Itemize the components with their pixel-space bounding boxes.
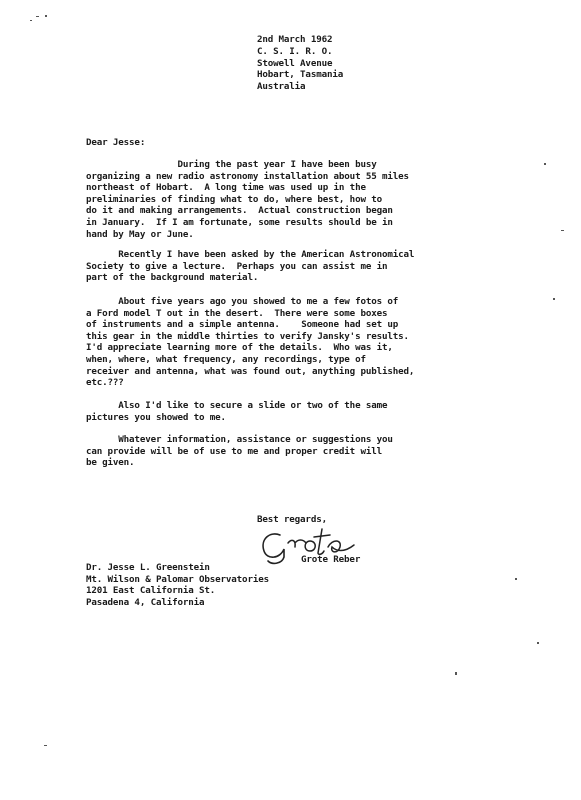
- scan-speck: [515, 578, 517, 580]
- paragraph-line: organizing a new radio astronomy installation about 55 miles: [86, 170, 409, 182]
- paragraph-line: About five years ago you showed to me a few fotos of: [86, 296, 399, 307]
- paragraph-1: [86, 159, 409, 240]
- sender-address-line: Stowell Avenue: [257, 57, 333, 69]
- recipient-address-line: Pasadena 4, California: [86, 596, 205, 608]
- paragraph-line: this gear in the middle thirties to verify Jansky's results.: [86, 330, 409, 342]
- recipient-address-line: Dr. Jesse L. Greenstein: [86, 562, 210, 573]
- paragraph-line: of instruments and a simple antenna. Someone had set up: [86, 319, 399, 331]
- paragraph-line: etc.???: [86, 377, 124, 389]
- sender-address-line: Australia: [257, 80, 306, 92]
- paragraph-line: be given.: [86, 457, 135, 469]
- paragraph-line: can provide will be of use to me and proper credit will: [86, 445, 382, 457]
- scan-speck: [561, 230, 564, 231]
- paragraph-line: part of the background material.: [86, 272, 259, 284]
- sender-address: [257, 46, 343, 92]
- paragraph-line: preliminaries of finding what to do, where best, how to: [86, 193, 382, 205]
- paragraph-line: Also I'd like to secure a slide or two of the same: [86, 400, 388, 411]
- paragraph-line: when, where, what frequency, any recordings, type of: [86, 353, 366, 365]
- closing: Best regards,: [257, 514, 327, 525]
- scan-speck: [544, 163, 546, 165]
- paragraph-line: I'd appreciate learning more of the details. Who was it,: [86, 342, 393, 354]
- paragraph-2: [86, 249, 414, 284]
- paragraph-line: Recently I have been asked by the American Astronomical: [86, 249, 415, 260]
- sender-address-line: Hobart, Tasmania: [257, 69, 344, 81]
- paragraph-3: [86, 296, 414, 389]
- recipient-address: [86, 562, 269, 608]
- paragraph-line: Whatever information, assistance or suggestions you: [86, 434, 393, 445]
- paragraph-line: hand by May or June.: [86, 228, 194, 240]
- paragraph-line: do it and making arrangements. Actual construction began: [86, 205, 393, 217]
- paragraph-line: a Ford model T out in the desert. There were some boxes: [86, 307, 388, 319]
- scan-speck: [537, 642, 539, 644]
- letter-date: 2nd March 1962: [257, 34, 333, 45]
- recipient-address-line: 1201 East California St.: [86, 585, 216, 597]
- scan-speck: [455, 672, 457, 675]
- paragraph-line: Society to give a lecture. Perhaps you can assist me in: [86, 260, 388, 272]
- paragraph-line: northeast of Hobart. A long time was used up in the: [86, 182, 366, 194]
- salutation: Dear Jesse:: [86, 137, 146, 148]
- paragraph-5: [86, 434, 393, 469]
- paragraph-line: pictures you showed to me.: [86, 411, 226, 423]
- scan-speck: [36, 16, 39, 17]
- paragraph-line: in January. If I am fortunate, some results should be in: [86, 216, 393, 228]
- recipient-address-line: Mt. Wilson & Palomar Observatories: [86, 573, 269, 585]
- scan-speck: [44, 745, 47, 746]
- scan-speck: [30, 20, 32, 21]
- signer-name: Grote Reber: [301, 554, 361, 565]
- scan-speck: [553, 298, 555, 300]
- paragraph-line: During the past year I have been busy: [86, 159, 377, 170]
- paragraph-4: [86, 400, 387, 423]
- paragraph-line: receiver and antenna, what was found out, anything published,: [86, 365, 415, 377]
- scan-speck: [45, 15, 47, 17]
- sender-address-line: C. S. I. R. O.: [257, 46, 333, 57]
